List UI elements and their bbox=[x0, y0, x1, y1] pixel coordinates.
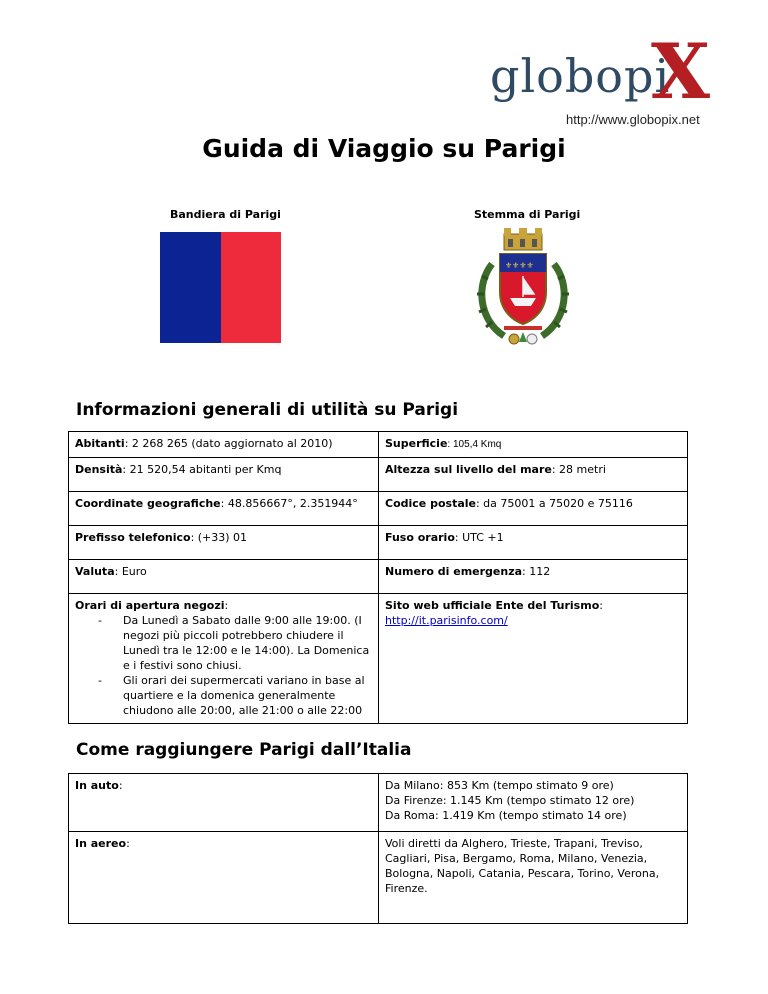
plane-text: Voli diretti da Alghero, Trieste, Trapani, Treviso, Cagliari, Pisa, Bergamo, Roma, Milano, Venezia, Bologna, Napoli, Catania, Pescara, Torino, Verona, Firenze. bbox=[379, 832, 688, 924]
value-codice-postale: : da 75001 a 75020 e 75116 bbox=[475, 497, 633, 510]
value-superficie: : 105,4 Kmq bbox=[447, 439, 502, 450]
logo-x-mark: X bbox=[651, 27, 710, 116]
car-line: Da Firenze: 1.145 Km (tempo stimato 12 ore) bbox=[385, 794, 635, 807]
value-abitanti: : 2 268 265 (dato aggiornato al 2010) bbox=[124, 437, 333, 450]
label-fuso-orario: Fuso orario bbox=[385, 531, 455, 544]
value-emergenza: : 112 bbox=[522, 565, 551, 578]
table-row bbox=[69, 774, 688, 832]
car-line: Da Roma: 1.419 Km (tempo stimato 14 ore) bbox=[385, 809, 627, 822]
list-item: - Da Lunedì a Sabato dalle 9:00 alle 19:00. (I negozi più piccoli potrebbero chiudere il Lunedì tra le 12:00 e le 14:00). La Domenica e i festivi sono chiusi. bbox=[123, 613, 372, 673]
value-altezza: : 28 metri bbox=[551, 463, 606, 476]
flag-red-stripe bbox=[221, 232, 282, 343]
table-row bbox=[69, 560, 688, 594]
section-heading-info: Informazioni generali di utilità su Parigi bbox=[76, 400, 459, 420]
list-item: - Gli orari dei supermercati variano in base al quartiere e la domenica generalmente chiudono alle 20:00, alle 21:00 o alle 22:00 bbox=[123, 673, 372, 718]
label-codice-postale: Codice postale bbox=[385, 497, 476, 510]
paris-coat-of-arms-icon bbox=[474, 224, 572, 354]
label-prefisso: Prefisso telefonico bbox=[75, 531, 191, 544]
table-row bbox=[69, 458, 688, 492]
table-row bbox=[69, 432, 688, 458]
colon: : bbox=[224, 599, 229, 612]
value-coordinate: : 48.856667°, 2.351944° bbox=[220, 497, 358, 510]
label-sito-web: Sito web ufficiale Ente del Turismo bbox=[385, 599, 600, 612]
tourism-site-link[interactable]: http://it.parisinfo.com/ bbox=[385, 614, 508, 627]
flag-blue-stripe bbox=[160, 232, 221, 343]
value-prefisso: : (+33) 01 bbox=[190, 531, 248, 544]
label-altezza: Altezza sul livello del mare bbox=[385, 463, 552, 476]
paris-flag bbox=[160, 232, 281, 343]
table-row bbox=[69, 594, 688, 724]
table-row bbox=[69, 526, 688, 560]
colon: : bbox=[126, 837, 130, 850]
colon: : bbox=[118, 779, 123, 792]
info-table bbox=[68, 431, 688, 724]
label-emergenza: Numero di emergenza bbox=[385, 565, 523, 578]
logo-url: http://www.globopix.net bbox=[566, 112, 700, 127]
page-title: Guida di Viaggio su Parigi bbox=[202, 134, 566, 163]
travel-table bbox=[68, 773, 688, 924]
value-valuta: : Euro bbox=[114, 565, 147, 578]
label-superficie: Superficie bbox=[385, 437, 448, 450]
arms-caption: Stemma di Parigi bbox=[474, 208, 581, 221]
svg-text:⚜⚜⚜⚜: ⚜⚜⚜⚜ bbox=[505, 261, 534, 270]
label-in-aereo: In aereo bbox=[75, 837, 127, 850]
globopix-logo bbox=[490, 27, 730, 116]
label-densita: Densità bbox=[75, 463, 123, 476]
section-heading-come: Come raggiungere Parigi dall’Italia bbox=[76, 740, 412, 760]
orari-list bbox=[75, 613, 372, 718]
car-line: Da Milano: 853 Km (tempo stimato 9 ore) bbox=[385, 779, 614, 792]
label-abitanti: Abitanti bbox=[75, 437, 125, 450]
label-orari: Orari di apertura negozi bbox=[75, 599, 225, 612]
value-fuso-orario: : UTC +1 bbox=[454, 531, 504, 544]
table-row bbox=[69, 832, 688, 924]
table-row bbox=[69, 492, 688, 526]
label-in-auto: In auto bbox=[75, 779, 119, 792]
label-valuta: Valuta bbox=[75, 565, 115, 578]
flag-caption: Bandiera di Parigi bbox=[170, 208, 281, 221]
label-coordinate: Coordinate geografiche bbox=[75, 497, 221, 510]
colon: : bbox=[599, 599, 603, 612]
value-densita: : 21 520,54 abitanti per Kmq bbox=[122, 463, 282, 476]
logo-text: globopi bbox=[490, 49, 671, 103]
